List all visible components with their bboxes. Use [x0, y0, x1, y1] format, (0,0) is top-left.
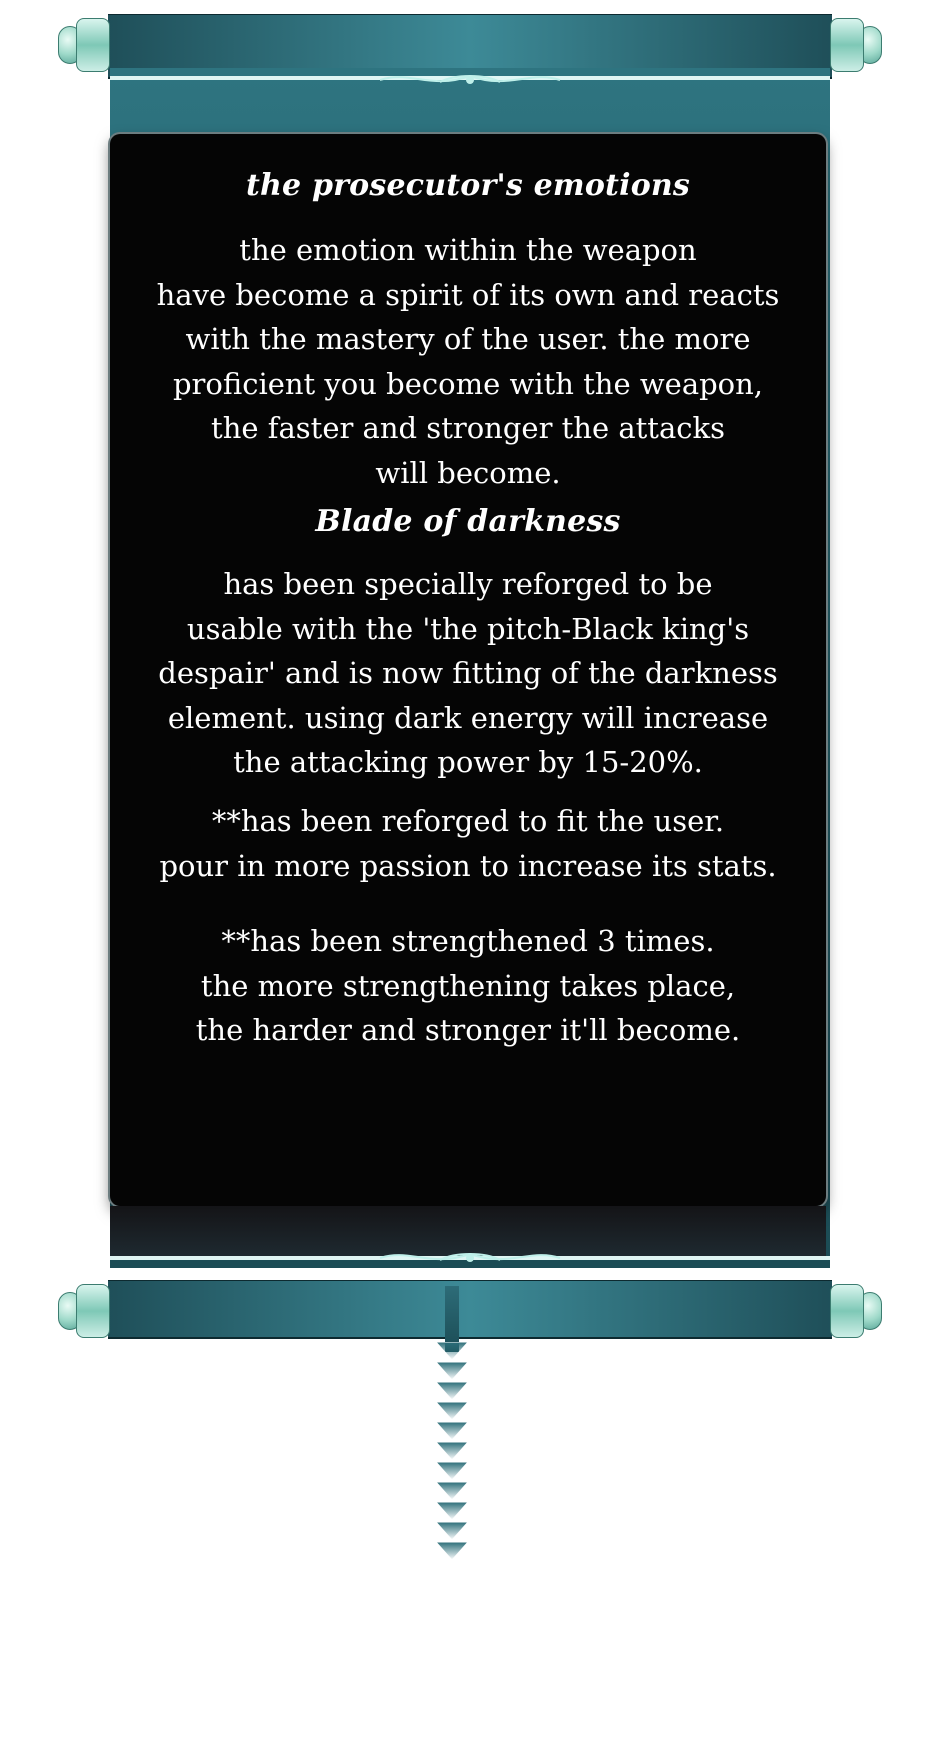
note-strengthened: **has been strengthened 3 times. the more strengthening takes place, the harder and stronger it'll become. [195, 924, 741, 1047]
bottom-left-rod-cap [58, 1284, 114, 1336]
bottom-right-rod-cap [826, 1284, 882, 1336]
scroll-ornament-icon [370, 70, 570, 90]
top-right-rod-cap [826, 18, 882, 70]
scroll-ornament-icon [370, 1248, 570, 1268]
bottom-rod-bar [108, 1280, 832, 1339]
section-heading-blade-of-darkness: Blade of darkness [315, 504, 621, 539]
rod-collar [76, 1284, 110, 1338]
scroll-bottom-rod [58, 1278, 882, 1338]
top-left-rod-cap [58, 18, 114, 70]
section-heading-prosecutors-emotions: the prosecutor's emotions [245, 168, 691, 203]
note-reforged: **has been reforged to fit the user. pour in more passion to increase its stats. [159, 804, 777, 883]
section-body-prosecutors-emotions: the emotion within the weapon have become a spirit of its own and reacts with the mastery of the user. the more proficient you become with the weapon, the faster and stronger the attacks will become. [156, 233, 780, 490]
rod-collar [830, 18, 864, 72]
section-body-blade-of-darkness: has been specially reforged to be usable with the 'the pitch-Black king's despair' and is now fitting of the darkness element. using dark energy will increase the attacking power by 15-20%. [158, 567, 778, 779]
rod-collar [76, 18, 110, 72]
tassel-icon [428, 1342, 476, 1582]
rod-collar [830, 1284, 864, 1338]
